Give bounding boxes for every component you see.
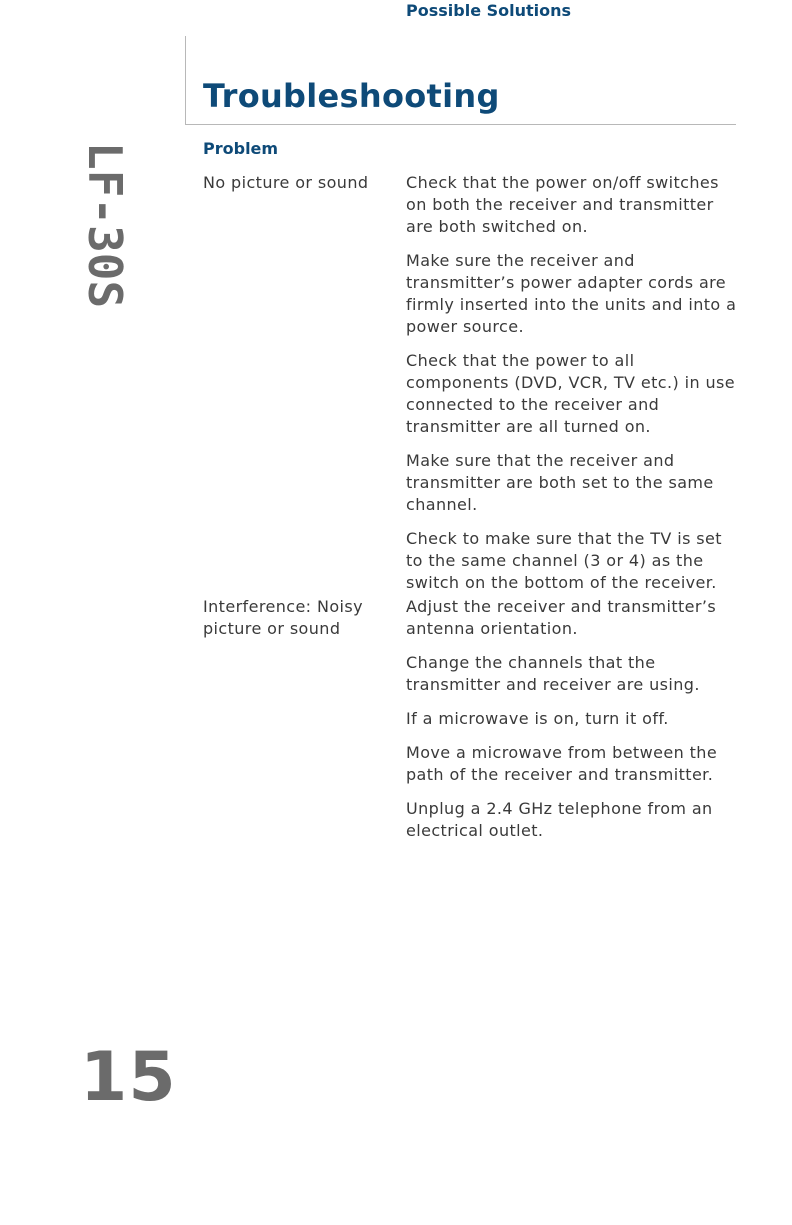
solutions-list <box>406 596 741 854</box>
solutions-column-header: Possible Solutions <box>406 1 572 20</box>
problem-column-header: Problem <box>203 139 279 158</box>
model-side-label <box>62 142 148 309</box>
header-horizontal-rule <box>185 124 736 125</box>
solution-item: Make sure the receiver and transmitter’s power adapter cords are firmly inserted into the units and into a power source. <box>406 251 737 336</box>
solutions-list <box>406 172 741 606</box>
page-number: 15 <box>80 1038 177 1117</box>
solution-item: Make sure that the receiver and transmitter are both set to the same channel. <box>406 451 714 514</box>
solution-item: Check that the power on/off switches on both the receiver and transmitter are both switched on. <box>406 173 719 236</box>
solution-item: Check to make sure that the TV is set to the same channel (3 or 4) as the switch on the bottom of the receiver. <box>406 529 722 592</box>
header-vertical-rule <box>185 36 186 124</box>
solution-item: Move a microwave from between the path of the receiver and transmitter. <box>406 743 718 784</box>
solution-item: If a microwave is on, turn it off. <box>406 709 669 728</box>
solution-item: Check that the power to all components (DVD, VCR, TV etc.) in use connected to the receiver and transmitter are all turned on. <box>406 351 735 436</box>
model-name: LF-30S <box>78 142 132 309</box>
problem-text: Interference: Noisy picture or sound <box>203 597 363 638</box>
solution-item: Change the channels that the transmitter and receiver are using. <box>406 653 700 694</box>
problem-text: No picture or sound <box>203 173 369 192</box>
page-title: Troubleshooting <box>203 77 500 115</box>
solution-item: Adjust the receiver and transmitter’s antenna orientation. <box>406 597 717 638</box>
solution-item: Unplug a 2.4 GHz telephone from an electrical outlet. <box>406 799 713 840</box>
